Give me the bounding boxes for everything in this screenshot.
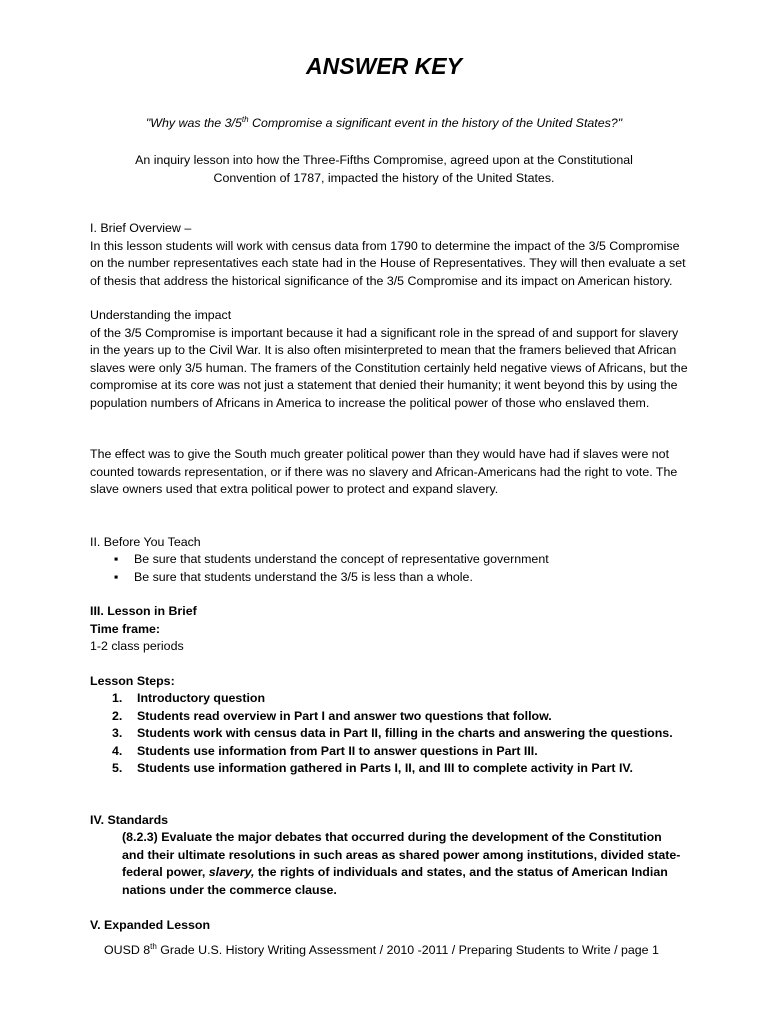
standards-text-pre: (8.2.3) Evaluate the major debates that occurred during the development of the Constitution and their ultimate resolutions in such areas as shared power among institutions, divided state-federal power, [122,830,681,879]
list-item: ▪ Be sure that students understand the 3/5 is less than a whole. [114,569,674,587]
section-understanding-impact [90,307,690,412]
page-footer [104,942,704,960]
section-heading: V. Expanded Lesson [90,918,211,932]
step-text: Students read overview in Part I and answer two questions that follow. [137,708,552,723]
before-you-teach-list [114,551,674,586]
overview-paragraph: In this lesson students will work with census data from 1790 to determine the impact of the 3/5 Compromise on the number representatives each state had in the House of Representatives. They will then evaluate a set of thesis that address the historical significance of the 3/5 Compromise and its impact on American history. [90,238,686,288]
effect-paragraph: The effect was to give the South much greater political power than they would have had if slaves were not counted towards representation, or if there was no slavery and African-Americans had the right to vote. The slave owners used that extra political power to protect and expand slavery. [90,447,678,496]
page-title: ANSWER KEY [306,53,462,79]
step-text: Introductory question [137,691,266,705]
list-item [112,725,692,743]
list-item [112,760,692,778]
question-text-pre: "Why was the 3/5 [145,116,242,130]
impact-paragraph: of the 3/5 Compromise is important because it had a significant role in the spread of and support for slavery in the years up to the Civil War. It is also often misinterpreted to mean that the framers believed that African slaves were only 3/5 human. The framers of the Constitution certainly held negative views of Africans, but the compromise at its core was not just a statement that denied their humanity; it went beyond this by using the population numbers of Africans in America to increase the political power of those who enslaved them. [90,325,688,410]
section-lesson-in-brief [90,603,690,656]
step-text: Students use information from Part II to answer questions in Part III. [137,743,538,758]
question-text-post: Compromise a significant event in the history of the United States?" [248,116,623,130]
list-item [112,743,692,761]
essential-question [0,115,768,133]
step-number: 2. [112,708,123,723]
question-superscript: th [241,114,249,124]
section-heading: III. Lesson in Brief [90,604,197,618]
standards-emphasis: slavery, [208,865,255,879]
footer-text-pre: OUSD 8 [104,943,151,957]
step-number: 4. [112,743,123,758]
footer-superscript: th [150,941,157,951]
section-brief-overview [90,220,690,290]
timeframe-label: Time frame: [90,621,161,636]
step-number: 5. [112,761,123,775]
lesson-steps-list [112,690,692,778]
list-item: ▪ Be sure that students understand the concept of representative government [114,551,674,569]
section-heading: I. Brief Overview – [90,221,192,235]
list-item [112,690,692,708]
intro-paragraph: An inquiry lesson into how the Three-Fifths Compromise, agreed upon at the Constitutional Convention of 1787, impacted the history of the United States. [135,153,633,185]
footer-text-post: Grade U.S. History Writing Assessment / 2010 -2011 / Preparing Students to Write / page 1 [156,943,659,957]
subheading: Understanding the impact [90,308,232,322]
standards-text-post: the rights of individuals and states, and the status of American Indian nations under the commerce clause. [122,865,668,897]
step-text: Students work with census data in Part II, filling in the charts and answering the questions. [137,726,673,740]
step-number: 1. [112,691,123,705]
lesson-steps-label: Lesson Steps: [90,674,175,688]
step-number: 3. [112,726,123,740]
timeframe-value: 1-2 class periods [90,639,184,653]
list-item [112,708,692,726]
step-text: Students use information gathered in Parts I, II, and III to complete activity in Part IV. [137,761,633,775]
section-heading: II. Before You Teach [90,535,201,549]
section-heading: IV. Standards [90,813,169,827]
standards-text [122,829,682,899]
